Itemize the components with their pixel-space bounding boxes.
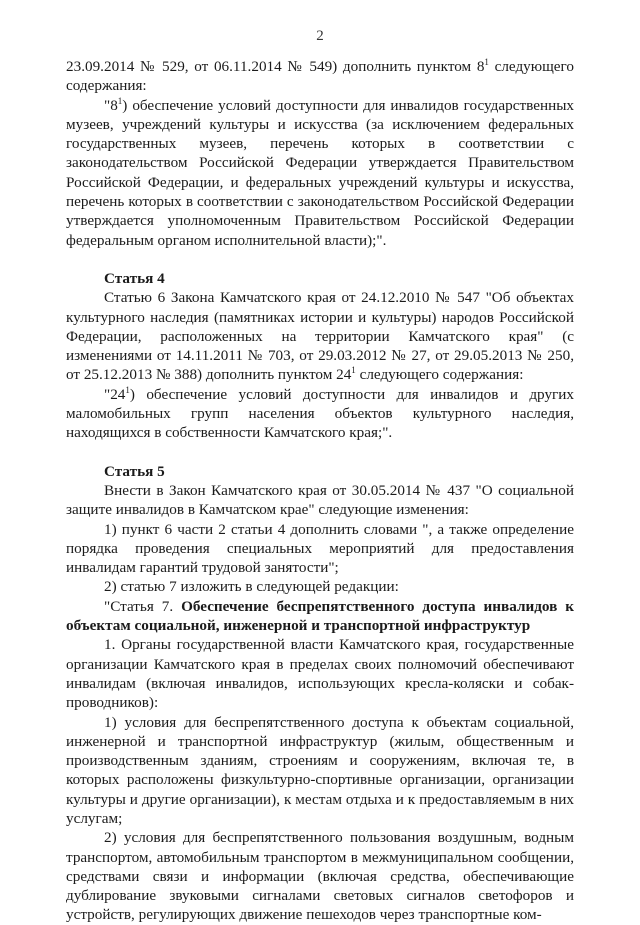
article-4-body (66, 288, 574, 384)
article-4-text: Статью 6 Закона Камчатского края от 24.12.2010 № 547 "Об объектах культурного наследия (памятниках истории и культуры) народов Российской Федерации, расположенных на территории Камчатского края" (с изменениями от 14.11.2011 № 703, от 29.03.2012 № 27, от 29.05.2013 № 250, от 25.12.2013 № 388) дополнить пунктом 24 (66, 289, 574, 384)
article-4-text-end: следующего содержания: (355, 366, 524, 384)
article-7-title: Обеспечение беспрепятственного доступа инвалидов к объектам социальной, инженерной и транспортной инфраструктур (66, 597, 574, 635)
spacer (66, 250, 574, 269)
article-5-intro: Внести в Закон Камчатского края от 30.05.2014 № 437 "О социальной защите инвалидов в Камчатском крае" следующие изменения: (66, 481, 574, 519)
item-8-superscript: 1 (117, 95, 123, 106)
spacer (66, 443, 574, 462)
intro-superscript: 1 (484, 56, 489, 67)
article-7-prefix: "Статья 7. (104, 597, 182, 615)
article-7-subpoint-1: 1) условия для беспрепятственного доступа к объектам социальной, инженерной и транспортной инфраструктур (жилым, общественным и производственным зданиям, строениям и сооружениям, включая те, в которых расположены физкультурно-спортивные организации, организации культуры и другие организации), к местам отдыха и к предоставляемым в них услугам; (66, 713, 574, 827)
article-4-heading: Статья 4 (104, 269, 165, 287)
item-24-superscript: 1 (125, 384, 130, 395)
intro-text: 23.09.2014 № 529, от 06.11.2014 № 549) дополнить пунктом 8 (66, 58, 485, 75)
article-7-part-1: 1. Органы государственной власти Камчатского края, государственные организации Камчатского края в пределах своих полномочий обеспечивают инвалидам (включая инвалидов, использующих кресла-коляски и собак-проводников): (66, 636, 574, 712)
item-24-1-paragraph (66, 385, 574, 443)
item-8-text: ) обеспечение условий доступности для инвалидов государственных музеев, учреждений культуры и искусства (за исключением федеральных государственных музеев, перечень которых в соответствии с законодательством Российской Федерации утверждается Правительством Российской Федерации, и федеральных учреждений культуры и искусства, перечень которых в соответствии с законодательством Российской Федерации утверждается уполномоченным Правительством Российской Федерации федеральным органом исполнительной власти);". (66, 96, 574, 249)
document-page (66, 28, 574, 925)
item-24-open: "24 (104, 385, 126, 403)
item-8-1-paragraph (66, 96, 574, 250)
article-5-point-2: 2) статью 7 изложить в следующей редакции: (104, 578, 399, 596)
article-5-heading: Статья 5 (104, 462, 165, 480)
intro-text-end: следующего содержания: (66, 58, 574, 95)
article-5-point-1: 1) пункт 6 части 2 статьи 4 дополнить словами ", а также определение порядка проведения специальных мероприятий для предоставления инвалидам гарантий трудовой занятости"; (66, 520, 574, 577)
page-number: 2 (316, 28, 324, 44)
item-24-text: ) обеспечение условий доступности для инвалидов и других маломобильных групп населения объектов культурного наследия, находящихся в собственности Камчатского края;". (66, 385, 574, 442)
article-4-superscript: 1 (351, 365, 356, 376)
item-8-open: "8 (104, 96, 118, 114)
article-7-subpoint-2: 2) условия для беспрепятственного пользования воздушным, водным транспортом, автомобильным транспортом в межмуниципальном сообщении, средствами связи и информации (включая средства, обеспечивающие дублирование звуковыми сигналами световых сигналов светофоров и устройств, регулирующих движение пешеходов через транспортные ком- (66, 829, 574, 924)
intro-paragraph (66, 57, 574, 96)
article-7-title-paragraph (66, 597, 574, 636)
